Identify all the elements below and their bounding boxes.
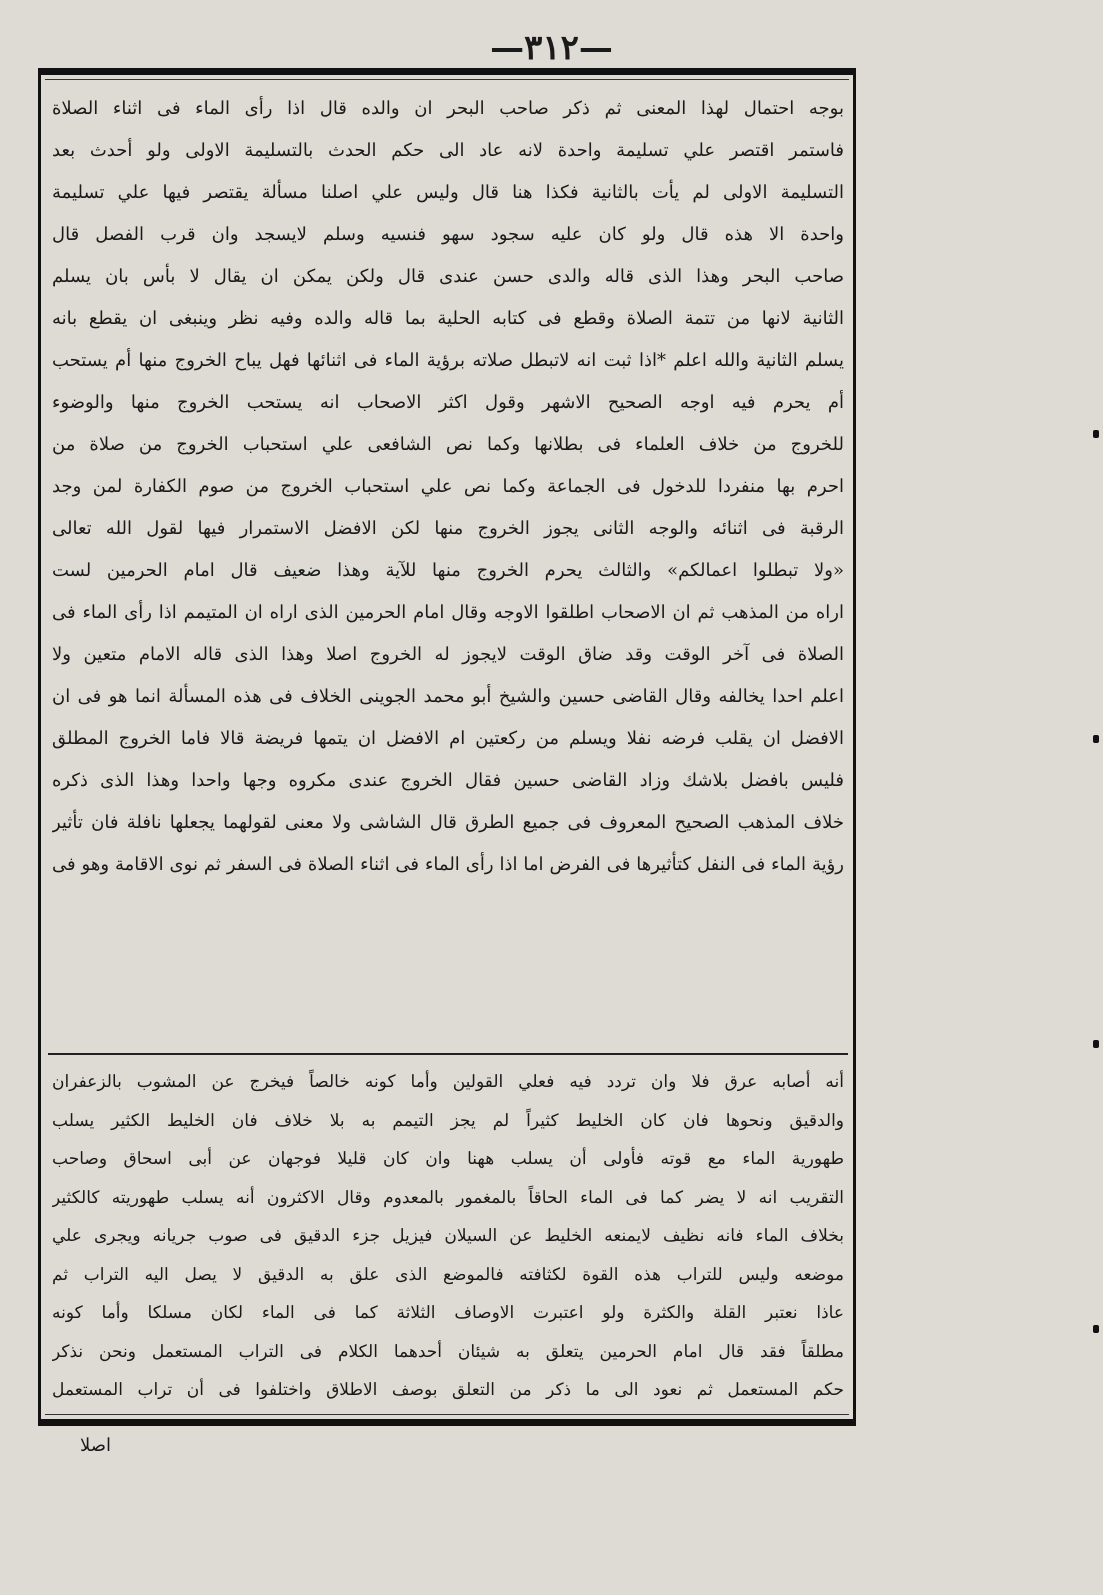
main-line: احرم بها منفردا للدخول فى الجماعة وكما نص علي استحباب الخروج من صوم الكفارة لمن وجد (52, 476, 844, 497)
main-line: الافضل ان يقلب فرضه نفلا ويسلم من ركعتين ام الافضل ان يتمها فريضة قالا فاما الخروج المطلق (52, 728, 844, 749)
footnote-line: والدقيق ونحوها فان كان الخليط كثيراً لم يجز التيمم به بلا خلاف فان الخليط الكثير يسلب (52, 1110, 844, 1131)
footnote-line: مطلقاً فقد قال امام الحرمين يتعلق به شيئان أحدهما الكلام فى التراب المستعمل ونحن نذكر (52, 1341, 844, 1362)
footnote-line: حكم المستعمل ثم نعود الى ما ذكر من التعلق بوصف الاطلاق واختلفوا فى أن تراب المستعمل (52, 1380, 844, 1400)
main-line: الرقبة فى اثنائه والوجه الثانى يجوز الخروج منها لكن الافضل الاستمرار فيها لقول الله تعالى (52, 518, 844, 539)
main-line: اعلم احدا يخالفه وقال القاضى حسين والشيخ أبو محمد الجوينى الخلاف فى هذه المسألة انما هو فى ان (52, 686, 844, 707)
footnote-line: أنه أصابه عرق فلا وان تردد فيه فعلي القولين وأما كونه خالصاً فيخرج عن المشوب بالزعفران (52, 1072, 844, 1092)
main-line: التسليمة الاولى لم يأت بالثانية فكذا هنا قال وليس علي اصلنا مسألة يقتصر فيها علي تسليمة (52, 182, 844, 203)
margin-mark (1093, 1325, 1099, 1333)
footnote-line: طهورية الماء مع قوته فأولى أن يسلب ههنا وان كان قليلا فوجهان عن أبى اسحاق وصاحب (52, 1149, 844, 1169)
main-line: خلاف المذهب الصحيح المعروف فى جميع الطرق قال الشاشى ولا معنى لقولهما يجعلها نافلة فان تأثير (52, 812, 844, 833)
main-line: بوجه احتمال لهذا المعنى ثم ذكر صاحب البحر ان والده قال اذا رأى الماء فى اثناء الصلاة (52, 98, 844, 119)
main-line: الصلاة فى آخر الوقت وقد ضاق الوقت لايجوز له الخروج اصلا وهذا الذى قاله الامام متعين ولا (52, 644, 844, 665)
margin-mark (1093, 1040, 1099, 1048)
margin-mark (1093, 735, 1099, 743)
main-line: أم يحرم فيه اوجه الصحيح الاشهر وقول اكثر الاصحاب انه يستحب الخروج منها والوضوء (52, 392, 844, 413)
page-number: —٣١٢— (490, 28, 613, 68)
main-line: فليس بافضل بلاشك وزاد القاضى حسين فقال الخروج عندى مكروه وجها واحدا وهذا الذى ذكره (52, 770, 844, 791)
main-line: اراه من المذهب ثم ان الاصحاب اطلقوا الاوجه وقال امام الحرمين الذى اراه ان المتيمم اذا رأى الماء فى (52, 602, 844, 623)
main-line: واحدة الا هذه قال ولو كان عليه سجود سهو فنسيه وسلم لايسجد وان قرب الفصل قال (52, 224, 844, 245)
main-line: الثانية لانها من تتمة الصلاة وقطع فى كتابه الحلية بما قاله والده وفيه نظر وينبغى ان يقطع بانه (52, 308, 844, 329)
footnote-line: عاذا نعتبر القلة والكثرة ولو اعتبرت الاوصاف الثلاثة كما فى الماء لكان مسلكا وأما كونه (52, 1303, 844, 1323)
footnote-text-block (52, 1063, 844, 1410)
main-line: «ولا تبطلوا اعمالكم» والثالث يحرم الخروج منها للآية وهذا ضعيف قال امام الحرمين لست (52, 560, 844, 581)
main-line: صاحب البحر وهذا الذى قاله والدى حسن عندى قال ولكن يمكن ان يقال لا بأس بان يسلم (52, 266, 844, 287)
main-line: يسلم الثانية والله اعلم *اذا ثبت انه لاتبطل صلاته برؤية الماء فى اثنائها فهل يباح الخروج منها أم يستحب (52, 350, 844, 371)
margin-mark (1093, 430, 1099, 438)
footnote-line: بخلاف الماء فانه نظيف لايمنعه الخليط عن السيلان فيزيل جزء الدقيق فى صوب جريانه ويجرى علي (52, 1226, 844, 1246)
footnote-line: موضعه وليس للتراب هذه القوة لكثافته فالموضع الذى علق به الدقيق لا يصل اليه التراب ثم (52, 1264, 844, 1285)
main-text-block (52, 88, 844, 886)
footnote-line: التقريب انه لا يضر كما فى الماء الحاقاً بالمغمور بالمعدوم وقال الاكثرون أنه يسلب طهوريته كالكثير (52, 1187, 844, 1208)
main-line: رؤية الماء فى النفل كتأثيرها فى الفرض اما اذا رأى الماء فى اثناء الصلاة فى السفر ثم نوى الاقامة وهو فى (52, 854, 844, 875)
main-line: للخروج من خلاف العلماء فى بطلانها وكما نص الشافعى علي استحباب الخروج من صلاة من (52, 434, 844, 455)
main-line: فاستمر اقتصر علي تسليمة واحدة لانه عاد الى حكم الحدث بالتسليمة الاولى ولو أحدث بعد (52, 140, 844, 161)
catchword: اصلا (80, 1435, 112, 1456)
footnote-divider (48, 1053, 848, 1055)
